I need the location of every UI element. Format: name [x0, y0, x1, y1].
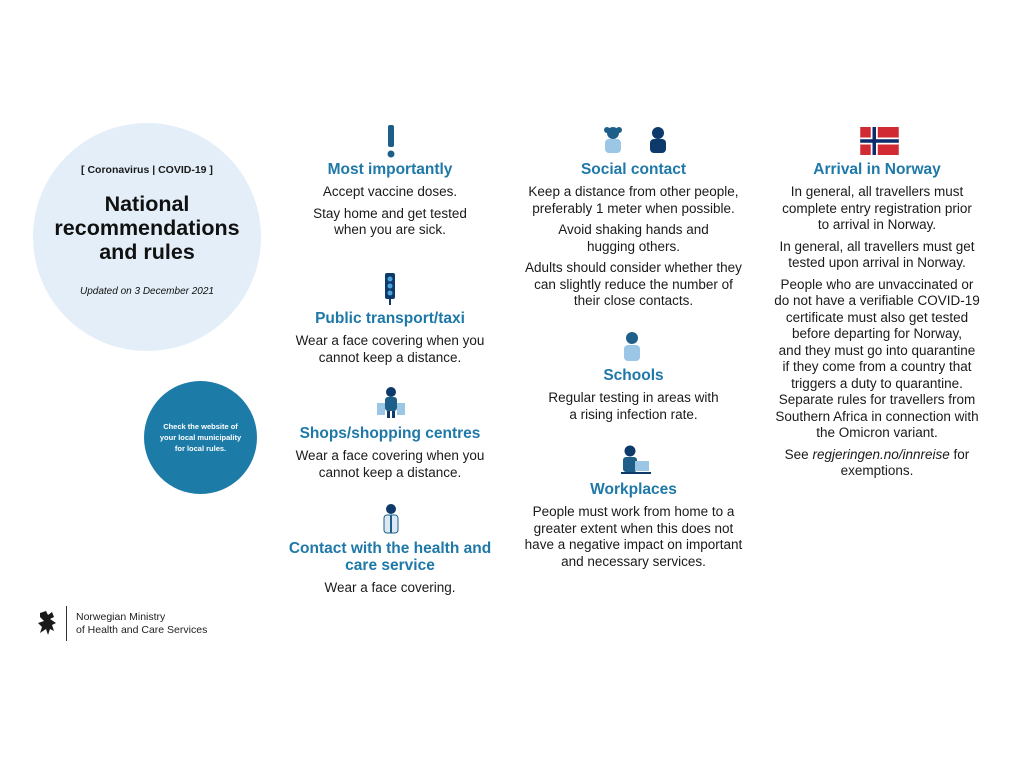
note-line: Check the website of	[163, 422, 238, 431]
text-line: Avoid shaking hands and	[558, 222, 709, 237]
text-line: People must work from home to a	[532, 504, 735, 519]
traffic-light-icon	[383, 273, 397, 305]
text-line: preferably 1 meter when possible.	[532, 200, 735, 216]
text-line: the Omicron variant.	[816, 425, 938, 440]
text-line: Separate rules for travellers from	[778, 392, 976, 407]
section-heading: Most importantly	[327, 161, 453, 178]
text-line: Adults should consider whether they	[525, 260, 742, 275]
doctor-icon	[380, 503, 402, 535]
text-line: certificate must also get tested	[785, 309, 969, 325]
text-line: and necessary services.	[561, 553, 706, 569]
section-heading: Schools	[603, 367, 664, 384]
text-line: if they come from a country that	[782, 359, 972, 374]
social-people-icon	[601, 124, 671, 158]
text-line: before departing for Norway,	[791, 326, 963, 341]
text-line: Wear a face covering when you	[295, 333, 485, 348]
section-heading-line: care service	[345, 557, 435, 574]
section-social-contact	[512, 161, 755, 310]
section-arrival-norway	[762, 161, 992, 480]
title-line: recommendations	[54, 216, 240, 240]
text-line: cannot keep a distance.	[318, 349, 462, 365]
exclamation-icon	[384, 125, 398, 159]
note-line: for local rules.	[174, 444, 227, 453]
text-line: People who are unvaccinated or	[780, 276, 974, 292]
norway-flag-icon	[860, 127, 899, 155]
text-line: Stay home and get tested	[313, 205, 467, 221]
text-line: hugging others.	[586, 238, 681, 254]
text-line: when you are sick.	[334, 222, 446, 237]
text-line: In general, all travellers must	[790, 184, 964, 199]
section-heading-line: Contact with the health and	[288, 540, 492, 557]
text-line: Wear a face covering when you	[295, 448, 485, 463]
text-line: In general, all travellers must get	[779, 238, 975, 254]
text-line: Accept vaccine doses.	[322, 184, 458, 199]
for-text: for	[949, 446, 970, 462]
text-line: Regular testing in areas with	[548, 390, 719, 405]
student-icon	[621, 330, 643, 362]
text-line: have a negative impact on important	[524, 537, 743, 552]
text-line	[762, 447, 992, 464]
see-text: See	[784, 446, 813, 462]
logo-divider	[66, 606, 67, 641]
section-heading: Public transport/taxi	[315, 310, 465, 327]
ministry-name	[76, 611, 207, 637]
page-title	[33, 192, 261, 264]
section-heading: Arrival in Norway	[813, 161, 941, 178]
section-most-importantly	[280, 161, 500, 239]
text-line: a rising infection rate.	[569, 406, 698, 422]
regjeringen-link[interactable]: regjeringen.no/innreise	[812, 446, 950, 462]
section-workplaces	[512, 481, 755, 570]
text-line: tested upon arrival in Norway.	[788, 255, 966, 270]
title-line: and rules	[99, 240, 195, 264]
text-line: and they must go into quarantine	[778, 342, 976, 358]
section-heading: Workplaces	[590, 481, 677, 498]
lion-crest-icon	[36, 609, 60, 637]
text-line: Keep a distance from other people,	[528, 184, 739, 199]
section-health-care	[280, 540, 500, 597]
topic-tag: [ Coronavirus | COVID-19 ]	[81, 164, 213, 176]
text-line: can slightly reduce the number of	[534, 276, 733, 292]
section-public-transport	[280, 310, 500, 366]
text-line: cannot keep a distance.	[318, 464, 462, 480]
municipality-note	[147, 421, 254, 454]
note-line: your local municipality	[159, 433, 242, 442]
text-line: Wear a face covering.	[324, 580, 456, 595]
section-heading: Social contact	[580, 161, 687, 178]
worker-laptop-icon	[619, 444, 653, 476]
text-line: Southern Africa in connection with	[775, 408, 979, 424]
updated-date: Updated on 3 December 2021	[80, 286, 214, 297]
text-line: do not have a verifiable COVID-19	[774, 293, 980, 308]
title-line: National	[104, 192, 190, 216]
section-heading: Shops/shopping centres	[299, 425, 481, 442]
text-line: to arrival in Norway.	[817, 217, 937, 232]
text-line: triggers a duty to quarantine.	[791, 375, 963, 391]
text-line: greater extent when this does not	[533, 520, 734, 536]
shopper-icon	[376, 386, 406, 418]
section-shops	[280, 425, 500, 481]
text-line: their close contacts.	[573, 293, 694, 308]
ministry-line: Norwegian Ministry	[76, 611, 166, 623]
text-line: exemptions.	[840, 463, 914, 478]
text-line: complete entry registration prior	[782, 200, 972, 216]
section-schools	[512, 367, 755, 423]
ministry-line: of Health and Care Services	[76, 624, 208, 636]
